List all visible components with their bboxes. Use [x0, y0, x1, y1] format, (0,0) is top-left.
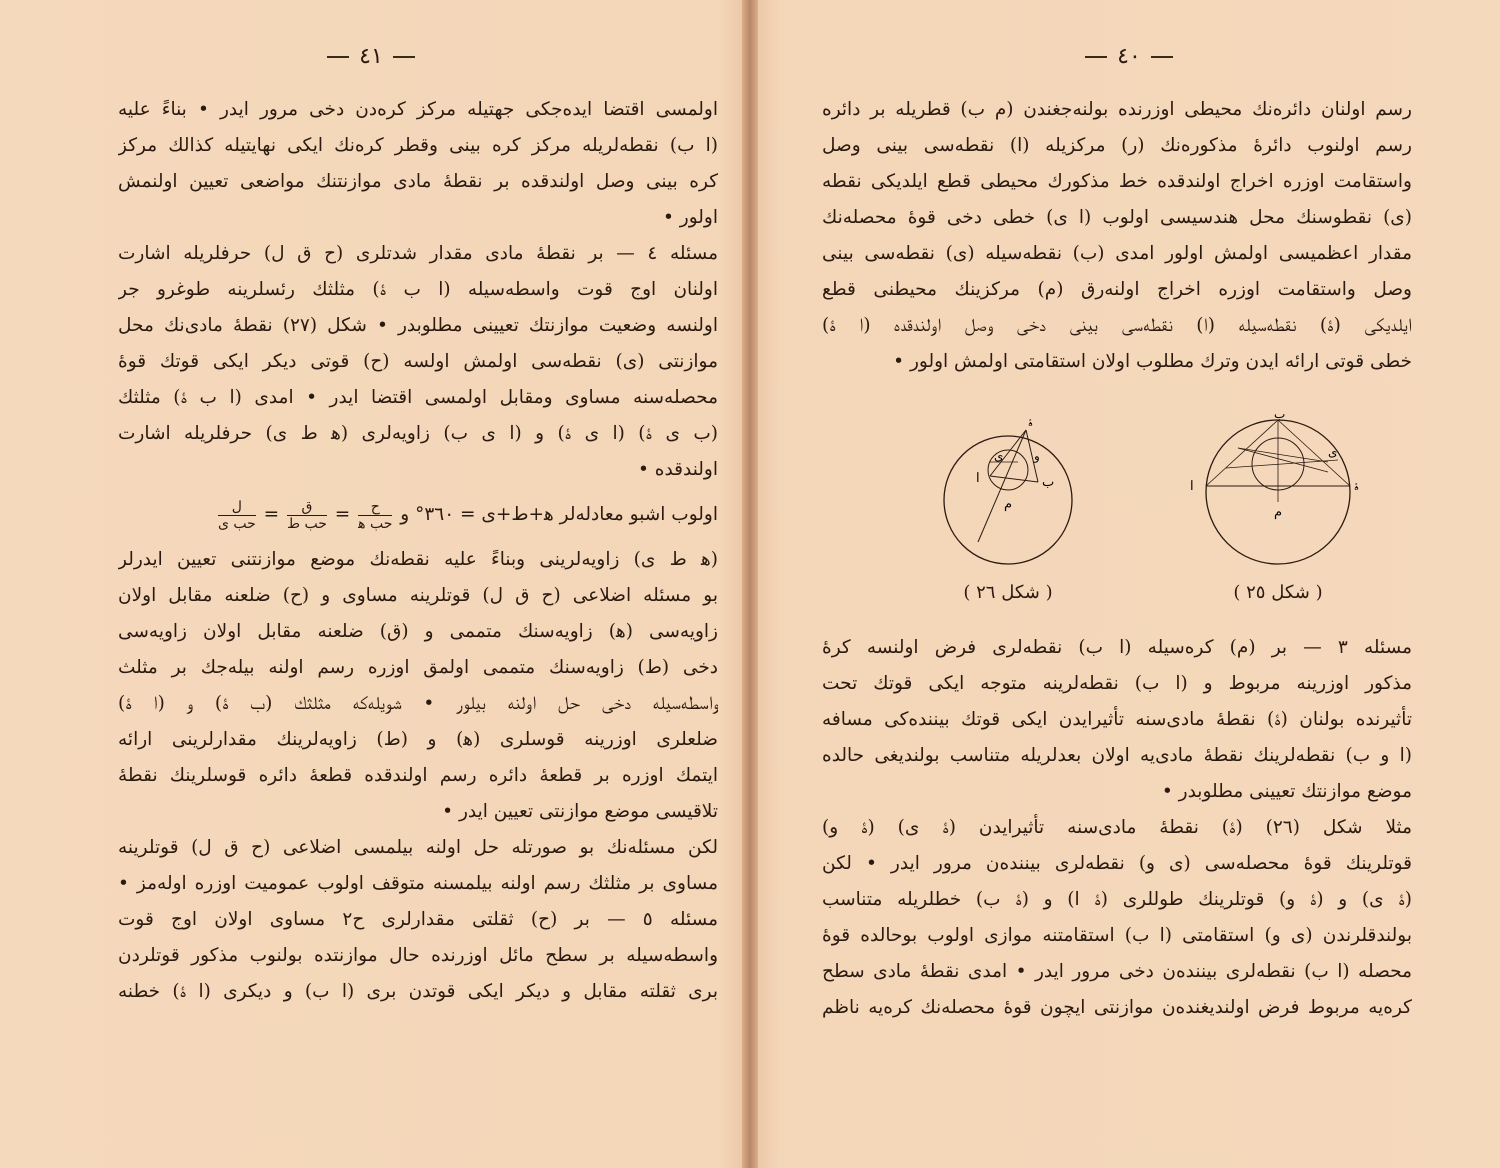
text-line: محصله‌سنه مساوی ومقابل اولمسی اقتضا ایدر • امدی (ا ب ﮤ) مثلثك — [118, 387, 718, 408]
text-line: اولندقده • — [637, 459, 718, 480]
figure-26-caption: ( شکل ٢٦ ) — [963, 582, 1053, 603]
text-line: واستقامت اوزره اخراج اولندقده خط مذکورك محیطی قطع ایلدیکی نقطه — [822, 171, 1412, 192]
fig25-label-center: م — [1274, 505, 1283, 520]
text-line: وصل واستقامت اوزره اخراج اولنه‌رق (م) مرکزینك محیطنی قطع — [822, 279, 1412, 300]
left-text-body — [118, 92, 718, 1010]
text-line: ضلعلری اوزرینه قوسلری (ﮬ) و (ط) زاویه‌لرینك مقدارلرینی ارائه — [118, 729, 718, 750]
text-line: اولنان اوج قوت واسطه‌سیله (ا ب ﮤ) مثلثك رئسلرینه طوغرو جر — [118, 279, 718, 300]
page-number-left — [0, 44, 742, 69]
text-line: زاویه‌سی (ﮬ) زاویه‌سنك متممی و (ق) ضلعنه مقابل اولان زاویه‌سی — [118, 621, 718, 642]
equation-fraction — [218, 499, 256, 532]
text-line: موازنتی (ی) نقطه‌سی اولمش اولسه (ح) قوتی دیکر ایکی قوتك قوهٔ — [118, 351, 718, 372]
book-gutter — [742, 0, 758, 1168]
figure-25 — [1178, 412, 1378, 622]
fig25-label-top: ب — [1274, 412, 1286, 421]
text-line: مثلا شکل (٢٦) (ﮤ) نقطهٔ مادی‌سنه تأثیرایدن (ﮤ ی) (ﮤ و) — [822, 817, 1412, 838]
equation-fraction — [358, 499, 392, 532]
text-line: بولندقلرندن (ی و) استقامتی (ا ب) استقامتنه موازی اولوب بوحالده قوهٔ — [822, 925, 1412, 946]
page-number-text: ٤٠ — [1117, 44, 1141, 69]
text-line: رسم اولنان دائره‌نك محیطی اوزرنده بولنه‌جغندن (م ب) قطریله بر دائره — [822, 99, 1412, 120]
equation-line: اولوب اشبو معادله‌لر ﮬ+ط+ی = ٣٦٠° و $\frac{\text{ح}}{\text{حب ﮬ}}$ = $\frac{\text{ق}}{\text{حب ط}}$ = $\frac{\text{ل}}{\text{حب ی}}$ — [217, 498, 718, 532]
text-line: تلاقیسی موضع موازنتی تعیین ایدر • — [442, 801, 718, 822]
text-line: بری ثقلته مقابل و دیکر ایکی قوتدن بری (ا ب) و دیکری (ا ﮤ) خطنه — [118, 981, 718, 1002]
equation-joiner: و — [400, 504, 410, 525]
equation-sum: ﮬ+ط+ی = ٣٦٠° — [415, 504, 554, 525]
fig26-label-top: ﮤ — [1028, 415, 1033, 430]
text-line: واسطه‌سیله بر سطح مائل اوزرنده حال موازنتده بولنوب مذکور قوتلردن — [118, 945, 718, 966]
text-line: مذکور اوزرینه مربوط و (ا ب) نقطه‌لرینه متوجه ایکی قوتك تحت — [822, 673, 1412, 694]
fig26-label-b: و — [1034, 449, 1040, 463]
text-line: اولور • — [663, 207, 718, 228]
text-line: (ب ی ﮤ) (ا ی ﮤ) و (ا ی ب) زاویه‌لری (ﮬ ط ی) حرفلریله اشارت — [118, 423, 718, 444]
fig26-label-left: ا — [976, 471, 980, 486]
left-page — [0, 0, 742, 1168]
figure-25-caption: ( شکل ٢٥ ) — [1233, 582, 1323, 603]
text-line: مسئله ٣ — بر (م) کره‌سیله (ا ب) نقطه‌لری فرض اولنسه کرهٔ — [822, 637, 1412, 658]
fraction-numerator: ق — [287, 499, 327, 516]
right-text-bottom — [822, 630, 1412, 1026]
fig25-label-chord: ی — [1328, 445, 1338, 459]
fig25-label-right: ﮤ — [1354, 479, 1359, 494]
equation-text: اولوب اشبو معادله‌لر — [559, 504, 718, 525]
text-line: رسم اولنوب دائرهٔ مذکوره‌نك (ر) مرکزیله (ا) نقطه‌سی بینی وصل — [822, 135, 1412, 156]
figure-26-drawing — [908, 412, 1108, 582]
fraction-denominator: حب ی — [217, 515, 256, 532]
text-line: مساوی بر مثلثك رسم اولنه بیلمسنه متوقف اولوب عمومیت اوزره اولەمز • — [118, 873, 718, 894]
text-line: مقدار اعظمیسی اولمش اولور امدی (ب) نقطه‌سیله (ی) نقطه‌سی بینی — [822, 243, 1412, 264]
text-line: لکن مسئله‌نك بو صورتله حل اولنه بیلمسی اضلاعی (ح ق ل) قوتلرینه — [118, 837, 718, 858]
text-line: قوتلرینك قوهٔ محصله‌سی (ی و) نقطه‌لری بیننده‌ن مرور ایدر • لکن — [822, 853, 1412, 874]
text-line: (ﮤ ی) و (ﮤ و) قوتلرینك طوللری (ﮤ ا) و (ﮤ ب) خطلریله متناسب — [822, 889, 1412, 910]
text-line: کره بینی وصل اولندقده بر نقطهٔ مادی موازنتنك مواضعی تعیین اولنمش — [118, 171, 718, 192]
fraction-numerator: ح — [358, 499, 392, 516]
fig26-label-center: م — [1004, 497, 1013, 512]
text-line: (ا و ب) نقطه‌لرینك نقطهٔ مادی‌یه اولان بعدلریله متناسب بولندیغی حالده — [822, 745, 1412, 766]
text-line: (ا ب) نقطه‌لریله مرکز کره بینی وقطر کره‌نك ایکی نهایتیله کذالك مرکز — [118, 135, 718, 156]
text-line: واسطه‌سیله دخی حل اولنه بیلور • شویله‌که مثلثك (ب ﮤ) و (ا ﮤ) — [118, 693, 718, 714]
fraction-numerator: ل — [218, 499, 256, 516]
text-line: (ﮬ ط ی) زاویه‌لرینی وبناءً علیه نقطه‌نك موضع موازنتنی تعیین ایدرلر — [118, 549, 718, 570]
text-line: اولمسی اقتضا ایده‌جکی جهتیله مرکز کره‌دن دخی مرور ایدر • بناءً علیه — [118, 99, 718, 120]
text-line: مسئله ٤ — بر نقطهٔ مادی مقدار شدتلری (ح ق ل) حرفلریله اشارت — [118, 243, 718, 264]
page-number-text: ٤١ — [359, 44, 383, 69]
text-line: ایلدیکی (ﮤ) نقطه‌سیله (ا) نقطه‌سی بینی دخی وصل اولندقده (ا ﮤ) — [822, 315, 1412, 336]
fig26-label-right: ب — [1042, 475, 1055, 490]
text-line: اولنسه وضعیت موازنتك تعیینی مطلوبدر • شکل (٢٧) نقطهٔ مادی‌نك محل — [118, 315, 718, 336]
fig25-label-left: ا — [1190, 479, 1194, 494]
figure-25-drawing — [1178, 412, 1378, 582]
page-number-right — [758, 44, 1500, 69]
text-line: کره‌یه مربوط فرض اولندیغنده‌ن موازنتی ایچون قوهٔ محصله‌نك کره‌یه ناظم — [822, 997, 1412, 1018]
text-line: خطی قوتی ارائه ایدن وترك مطلوب اولان استقامتی اولمش اولور • — [893, 351, 1412, 372]
text-line: موضع موازنتك تعیینی مطلوبدر • — [1161, 781, 1412, 802]
text-line: دخی (ط) زاویه‌سنك متممی اولمق اوزره رسم اولنه بیله‌جك بر مثلث — [118, 657, 718, 678]
equation-fraction — [287, 499, 327, 532]
figure-26 — [908, 412, 1108, 622]
text-line: (ی) نقطوسنك محل هندسیسی اولوب (ا ی) خطی دخی قوهٔ محصله‌نك — [822, 207, 1412, 228]
text-line: محصله (ا ب) نقطه‌لری بیننده‌ن دخی مرور ایدر • امدی نقطهٔ مادی سطح — [822, 961, 1412, 982]
right-page — [758, 0, 1500, 1168]
fraction-denominator: حب ط — [287, 515, 327, 532]
figures-row — [868, 412, 1388, 622]
text-line: مسئله ٥ — بر (ح) ثقلتی مقدارلری ح٢ مساوی اولان اوج قوت — [118, 909, 718, 930]
text-line: بو مسئله اضلاعی (ح ق ل) قوتلرینه مساوی و (ح) ضلعنه مقابل اولان — [118, 585, 718, 606]
text-line: ایتمك اوزره بر قطعهٔ دائره رسم اولندقده قطعهٔ دائره قوسلرینك نقطهٔ — [118, 765, 718, 786]
text-line: تأثیرنده بولنان (ﮤ) نقطهٔ مادی‌سنه تأثیرایدن ایکی قوتك بیننده‌کی مسافه — [822, 709, 1412, 730]
fraction-denominator: حب ﮬ — [358, 515, 393, 532]
fig26-label-a: ی — [994, 449, 1004, 463]
right-text-top — [822, 92, 1412, 380]
